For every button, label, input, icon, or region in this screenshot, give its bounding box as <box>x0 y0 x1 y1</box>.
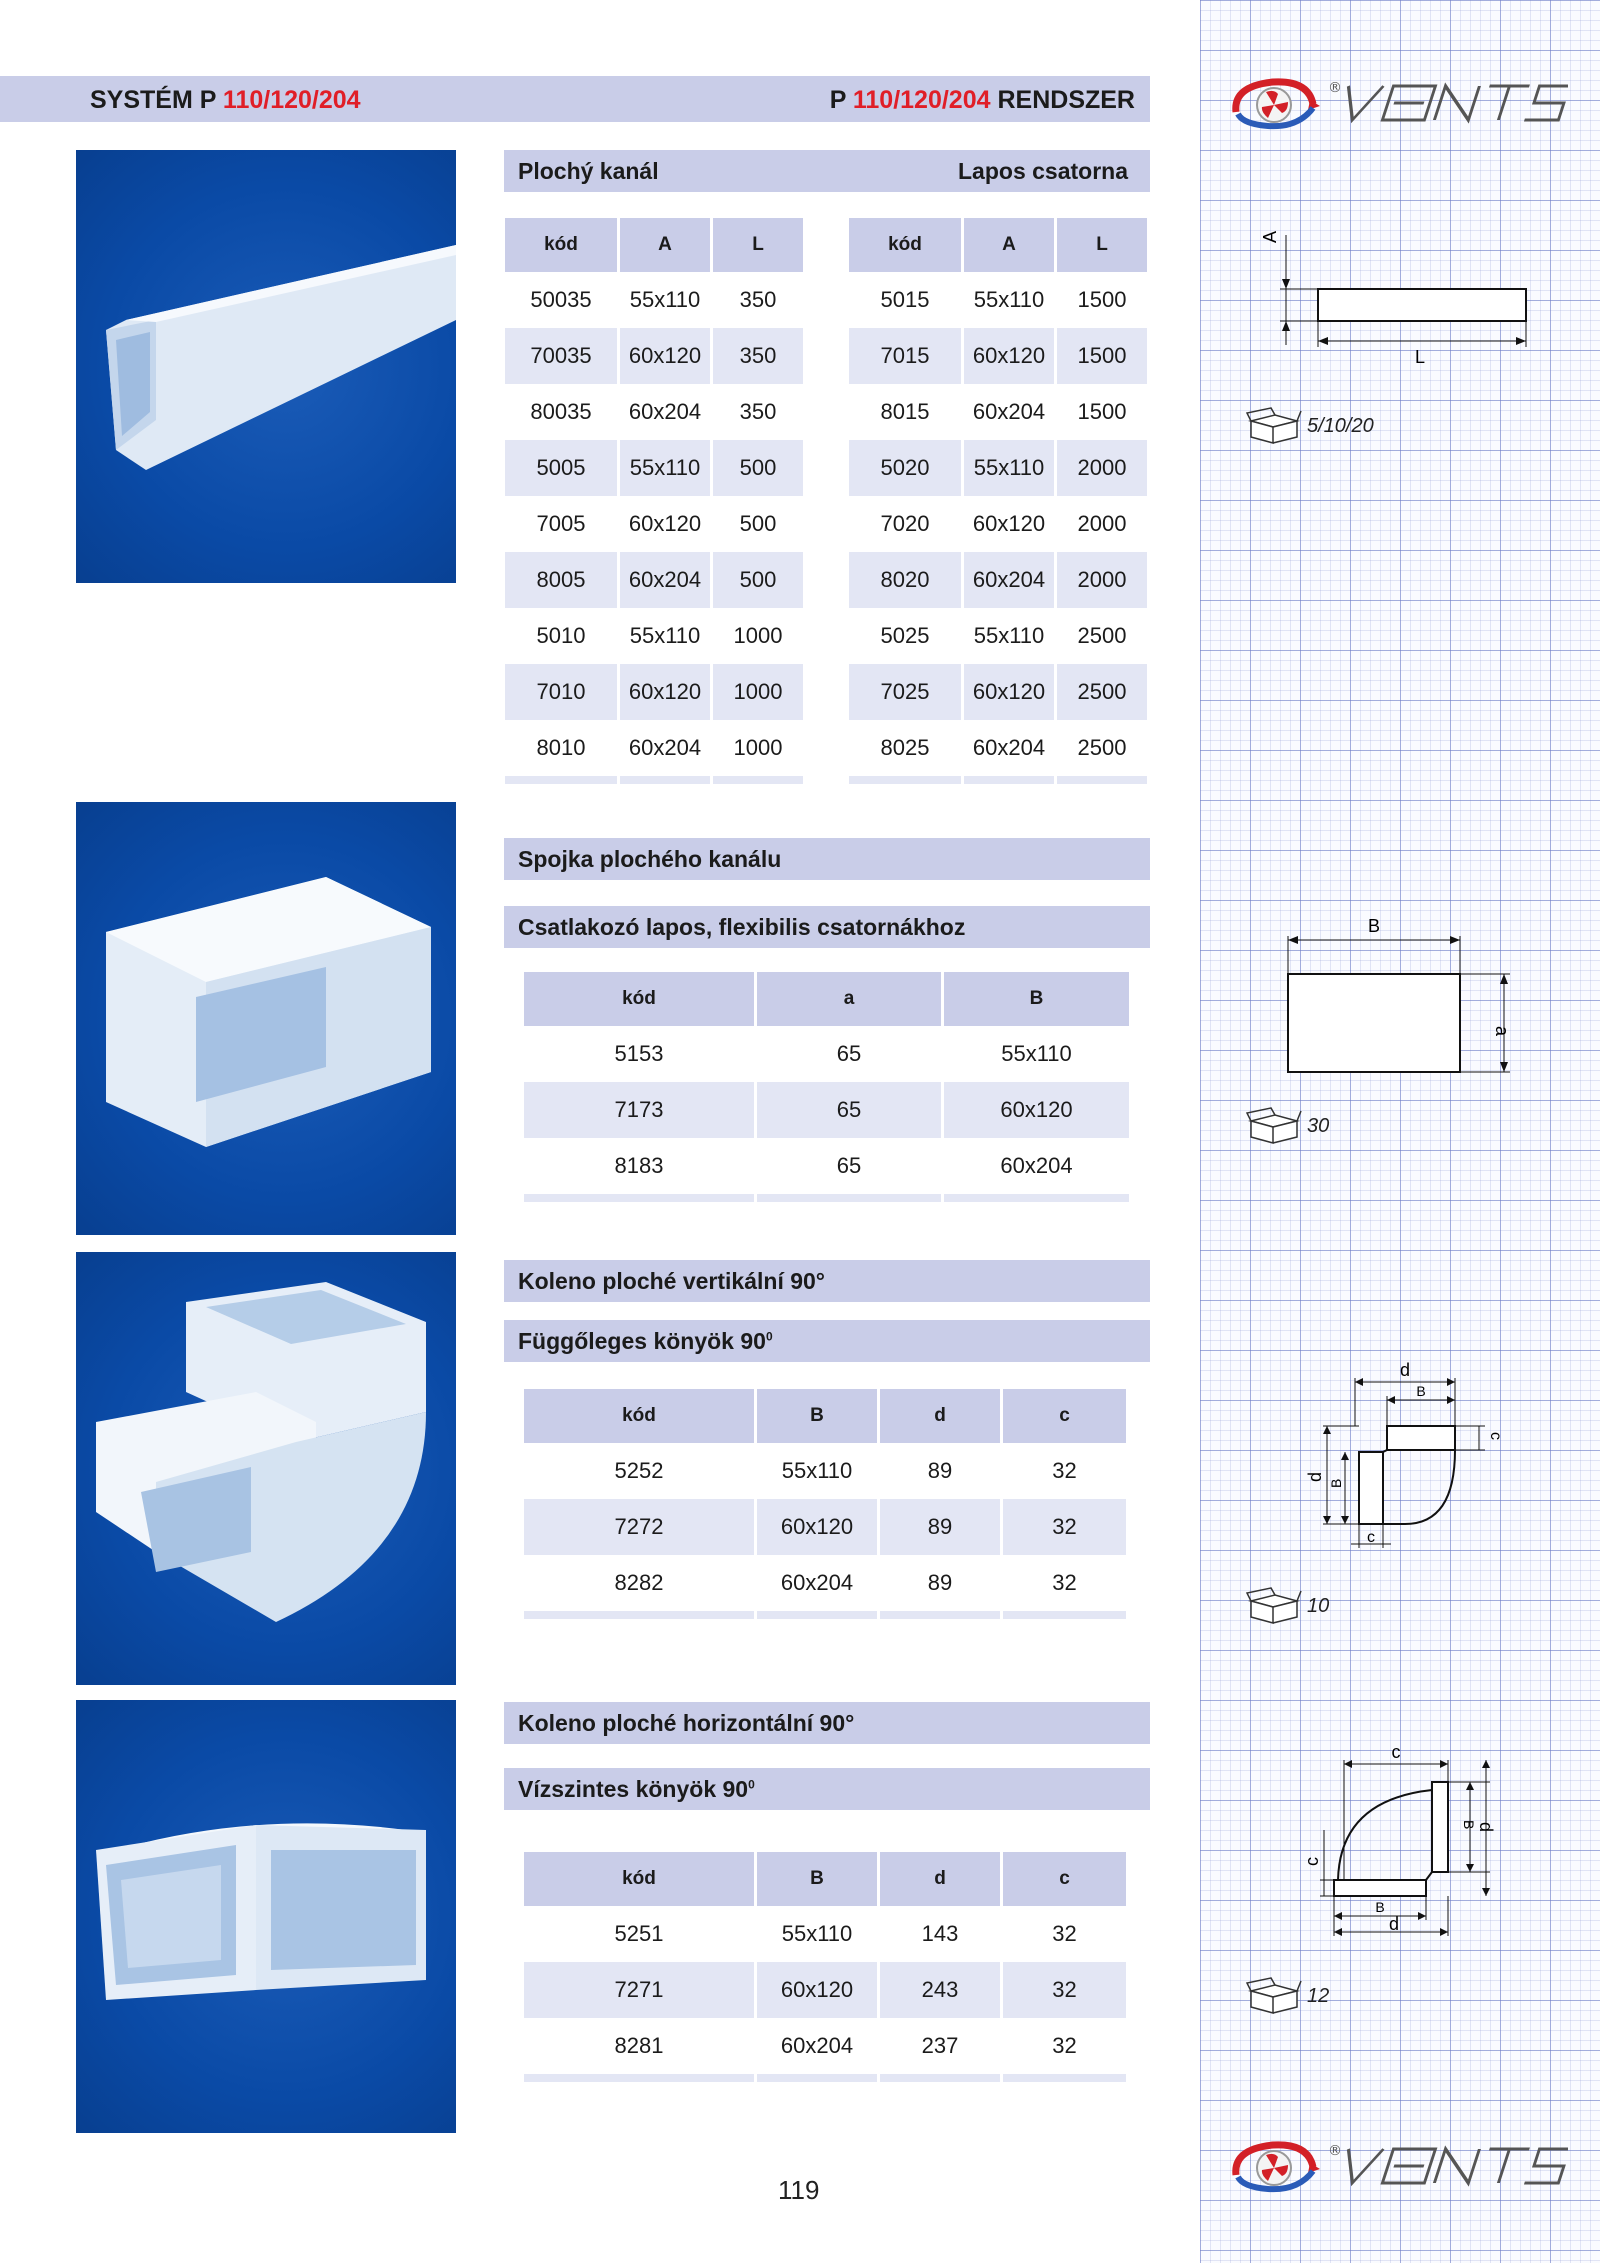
column-header: A <box>620 218 710 272</box>
table-cell: 60x120 <box>757 1499 877 1555</box>
table-row <box>849 496 1147 552</box>
table-cell: 60x204 <box>628 735 702 760</box>
table-cell: 7271 <box>524 1962 754 2018</box>
table-cell: 60x120 <box>964 328 1054 384</box>
column-header: d <box>880 1852 1000 1906</box>
table-row <box>524 1138 1129 1194</box>
table-row <box>524 1082 1129 1138</box>
table-cell: 60x204 <box>780 2033 854 2058</box>
column-header: c <box>1003 1852 1126 1906</box>
table-cell: 55x110 <box>973 623 1045 648</box>
table-cell: 32 <box>1052 1921 1077 1946</box>
package-quantity: 5/10/20 <box>1307 415 1374 437</box>
flat-channel-title-cz: Plochý kanál <box>518 158 659 184</box>
table-cell: 7020 <box>880 511 930 536</box>
table-cell: 60x120 <box>628 511 702 536</box>
table-cell: 55x110 <box>629 287 701 312</box>
dimension-label-l: L <box>1414 347 1426 365</box>
table-cell: 500 <box>739 511 777 536</box>
table-cell: 1000 <box>713 664 803 720</box>
table-cell: 32 <box>1003 1499 1126 1555</box>
dimension-label-b-vertical: B <box>1461 1820 1477 1830</box>
dimension-label-c: c <box>1487 1432 1504 1440</box>
flat-channel-table-left <box>502 218 806 784</box>
vertical-elbow-table <box>521 1389 1129 1619</box>
table-cell: 8020 <box>849 552 961 608</box>
table-row <box>524 1555 1126 1611</box>
package-quantity: 12 <box>1307 1985 1330 2007</box>
table-cell: 89 <box>927 1458 953 1483</box>
table-cell: 5005 <box>505 440 617 496</box>
flat-channel-title-hu: Lapos csatorna <box>958 158 1128 184</box>
table-cell: 8010 <box>536 735 586 760</box>
table-cell: 8025 <box>880 735 930 760</box>
table-cell: 55x110 <box>964 440 1054 496</box>
vertical-elbow-title-bar-hu <box>504 1320 1150 1362</box>
table-cell: 8005 <box>505 552 617 608</box>
dimension-label-d: d <box>1399 1360 1411 1380</box>
column-header: kód <box>524 1389 754 1443</box>
horizontal-elbow-title-bar-hu <box>504 1768 1150 1810</box>
box-icon <box>1245 1105 1303 1145</box>
box-icon <box>1245 1585 1303 1625</box>
vertical-elbow-package <box>1245 1585 1330 1630</box>
table-cell: 7173 <box>524 1082 754 1138</box>
dimension-label-d-vertical: d <box>1476 1822 1496 1833</box>
table-cell: 60x120 <box>944 1082 1129 1138</box>
table-cell: 32 <box>1052 1570 1077 1595</box>
table-row <box>524 1026 1129 1082</box>
table-cell: 5153 <box>614 1041 664 1066</box>
table-cell: 60x120 <box>964 664 1054 720</box>
column-header: a <box>757 972 941 1026</box>
column-header: L <box>713 218 803 272</box>
connector-photo <box>76 802 456 1235</box>
table-cell: 55x110 <box>781 1921 853 1946</box>
package-quantity: 30 <box>1307 1115 1330 1137</box>
flat-channel-table-right <box>846 218 1150 784</box>
table-cell: 5010 <box>536 623 586 648</box>
column-header: kód <box>524 972 754 1026</box>
table-row <box>524 1962 1126 2018</box>
vents-logo-bottom <box>1228 2135 1568 2195</box>
horizontal-elbow-package <box>1245 1975 1330 2020</box>
page-number: 119 <box>778 2175 820 2205</box>
table-end-strip <box>524 1611 1126 1619</box>
package-quantity: 10 <box>1307 1595 1330 1617</box>
horizontal-elbow-photo <box>76 1700 456 2133</box>
table-cell: 60x204 <box>628 399 702 424</box>
header-title-hu: P 110/120/204 RENDSZER <box>829 86 1135 114</box>
box-icon <box>1245 1975 1303 2015</box>
table-cell: 350 <box>713 328 803 384</box>
table-row <box>849 272 1147 328</box>
dimension-label-a: a <box>1492 1026 1512 1037</box>
dimension-label-c-vertical: c <box>1302 1857 1322 1866</box>
table-row <box>849 384 1147 440</box>
column-header: B <box>757 1389 877 1443</box>
table-cell: 70035 <box>505 328 617 384</box>
table-row <box>849 328 1147 384</box>
table-cell: 80035 <box>530 399 592 424</box>
table-cell: 55x110 <box>1001 1041 1072 1066</box>
table-row <box>505 496 803 552</box>
vertical-elbow-title-cz: Koleno ploché vertikální 90° <box>518 1268 826 1294</box>
table-cell: 1500 <box>1057 328 1147 384</box>
table-cell: 7010 <box>505 664 617 720</box>
column-header: kód <box>505 218 617 272</box>
table-row <box>505 384 803 440</box>
flat-channel-package <box>1245 405 1374 450</box>
table-end-strip <box>505 776 803 784</box>
horizontal-elbow-diagram <box>1290 1740 1520 1950</box>
table-cell: 8015 <box>880 399 930 424</box>
table-row <box>849 440 1147 496</box>
header-title-cz: SYSTÉM P 110/120/204 <box>90 86 361 114</box>
table-cell: 89 <box>880 1499 1000 1555</box>
table-cell: 65 <box>836 1153 862 1178</box>
table-cell: 8183 <box>614 1153 664 1178</box>
table-cell: 5025 <box>880 623 930 648</box>
table-cell: 500 <box>713 552 803 608</box>
dimension-label-d-vertical: d <box>1305 1471 1325 1482</box>
dimension-label-d: d <box>1388 1914 1400 1934</box>
table-cell: 60x120 <box>620 664 710 720</box>
horizontal-elbow-title-hu: Vízszintes könyök $90^0$ <box>518 1776 755 1802</box>
table-cell: 500 <box>713 440 803 496</box>
table-cell: 5252 <box>614 1458 664 1483</box>
table-end-strip <box>524 1194 1129 1202</box>
table-row <box>505 664 803 720</box>
table-cell: 60x204 <box>972 735 1046 760</box>
connector-title-hu: Csatlakozó lapos, flexibilis csatornákhoz <box>518 914 966 940</box>
dimension-label-c-bottom: c <box>1367 1529 1375 1546</box>
connector-title-bar-cz <box>504 838 1150 880</box>
table-cell: 60x204 <box>780 1570 854 1595</box>
table-row <box>505 272 803 328</box>
registered-mark: ® <box>1328 2143 1342 2159</box>
table-cell: 5015 <box>880 287 930 312</box>
table-cell: 143 <box>921 1921 959 1946</box>
dimension-label-b: B <box>1375 1899 1385 1915</box>
table-cell: 350 <box>739 287 777 312</box>
column-header: B <box>757 1852 877 1906</box>
flat-channel-diagram <box>1250 215 1550 365</box>
flat-channel-photo <box>76 150 456 583</box>
table-cell: 89 <box>927 1570 953 1595</box>
table-row <box>505 552 803 608</box>
table-cell: 243 <box>880 1962 1000 2018</box>
table-cell: 50035 <box>530 287 592 312</box>
table-cell: 60x120 <box>757 1962 877 2018</box>
connector-title-cz: Spojka plochého kanálu <box>518 846 782 872</box>
table-cell: 32 <box>1052 1458 1077 1483</box>
table-cell: 2000 <box>1057 552 1147 608</box>
table-cell: 65 <box>757 1082 941 1138</box>
table-row <box>505 440 803 496</box>
vertical-elbow-title-bar-cz <box>504 1260 1150 1302</box>
table-row <box>524 1906 1126 1962</box>
box-icon <box>1245 405 1303 445</box>
table-cell: 237 <box>921 2033 959 2058</box>
table-cell: 2000 <box>1057 440 1147 496</box>
column-header: d <box>880 1389 1000 1443</box>
table-cell: 1000 <box>733 623 783 648</box>
table-cell: 2500 <box>1057 664 1147 720</box>
table-cell: 350 <box>739 399 777 424</box>
table-cell: 8281 <box>614 2033 664 2058</box>
column-header: kód <box>849 218 961 272</box>
connector-table <box>521 972 1132 1202</box>
table-cell: 55x110 <box>781 1458 853 1483</box>
column-header: kód <box>524 1852 754 1906</box>
registered-mark: ® <box>1328 80 1342 96</box>
table-cell: 1000 <box>733 735 783 760</box>
vertical-elbow-title-hu: Függőleges könyök $90^0$ <box>518 1328 773 1354</box>
table-cell: 5020 <box>849 440 961 496</box>
table-cell: 7025 <box>849 664 961 720</box>
dimension-label-a: A <box>1260 230 1280 243</box>
table-row <box>505 608 803 664</box>
column-header: A <box>964 218 1054 272</box>
horizontal-elbow-table <box>521 1852 1129 2082</box>
table-cell: 60x204 <box>964 552 1054 608</box>
table-cell: 5251 <box>614 1921 664 1946</box>
horizontal-elbow-title-cz: Koleno ploché horizontální 90° <box>518 1710 855 1736</box>
table-row <box>849 720 1147 776</box>
flat-channel-title-bar <box>504 150 1150 192</box>
table-cell: 7015 <box>849 328 961 384</box>
table-cell: 60x204 <box>620 552 710 608</box>
table-cell: 60x120 <box>620 328 710 384</box>
table-end-strip <box>849 776 1147 784</box>
table-cell: 2000 <box>1077 511 1127 536</box>
table-row <box>524 2018 1126 2074</box>
table-row <box>849 608 1147 664</box>
table-cell: 2500 <box>1077 735 1127 760</box>
table-row <box>505 328 803 384</box>
table-cell: 7272 <box>524 1499 754 1555</box>
table-cell: 1500 <box>1077 287 1127 312</box>
table-row <box>524 1499 1126 1555</box>
table-cell: 55x110 <box>629 623 701 648</box>
table-cell: 8282 <box>614 1570 664 1595</box>
table-cell: 60x204 <box>1000 1153 1073 1178</box>
table-cell: 7005 <box>536 511 586 536</box>
table-row <box>849 552 1147 608</box>
table-cell: 60x120 <box>972 511 1046 536</box>
table-cell: 55x110 <box>973 287 1045 312</box>
table-cell: 32 <box>1052 2033 1077 2058</box>
table-row <box>505 720 803 776</box>
table-cell: 1500 <box>1077 399 1127 424</box>
table-cell: 2500 <box>1077 623 1127 648</box>
vertical-elbow-photo <box>76 1252 456 1685</box>
column-header: B <box>944 972 1129 1026</box>
table-row <box>849 664 1147 720</box>
table-end-strip <box>524 2074 1126 2082</box>
horizontal-elbow-title-bar-cz <box>504 1702 1150 1744</box>
column-header: c <box>1003 1389 1126 1443</box>
table-cell: 55x110 <box>620 440 710 496</box>
dimension-label-b: B <box>1367 916 1381 936</box>
column-header: L <box>1057 218 1147 272</box>
vents-logo-top <box>1228 72 1568 132</box>
table-row <box>524 1443 1126 1499</box>
connector-diagram <box>1270 910 1530 1080</box>
dimension-label-b: B <box>1416 1383 1426 1399</box>
connector-package <box>1245 1105 1330 1150</box>
table-cell: 60x204 <box>972 399 1046 424</box>
table-cell: 32 <box>1003 1962 1126 2018</box>
dimension-label-b-vertical: B <box>1328 1478 1344 1488</box>
vertical-elbow-diagram <box>1295 1360 1515 1560</box>
dimension-label-c: c <box>1391 1742 1401 1762</box>
connector-title-bar-hu <box>504 906 1150 948</box>
table-cell: 65 <box>836 1041 862 1066</box>
